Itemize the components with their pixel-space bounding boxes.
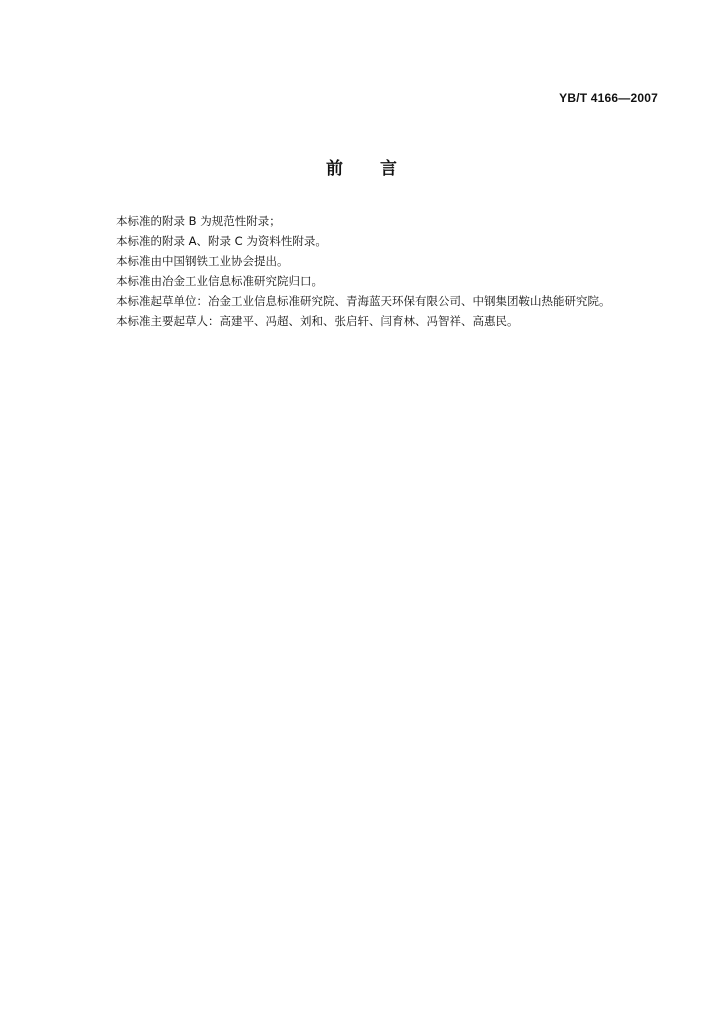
- foreword-line-drafters: 本标准主要起草人：高建平、冯超、刘和、张启轩、闫育林、冯智祥、高惠民。: [116, 314, 519, 328]
- page-title: [0, 154, 724, 179]
- title-part-1: 前: [326, 159, 344, 179]
- foreword-line-centralized: 本标准由冶金工业信息标准研究院归口。: [116, 274, 323, 288]
- foreword-line-annex-ac: 本标准的附录 A、附录 C 为资料性附录。: [116, 234, 327, 248]
- foreword-line-drafting-units: 本标准起草单位：冶金工业信息标准研究院、青海蓝天环保有限公司、中钢集团鞍山热能研究院。: [116, 294, 611, 308]
- title-part-2: 言: [380, 159, 398, 179]
- standard-number: YB/T 4166—2007: [559, 91, 658, 105]
- foreword-body: [116, 211, 676, 331]
- foreword-line-annex-b: 本标准的附录 B 为规范性附录；: [116, 214, 281, 228]
- foreword-line-proposer: 本标准由中国钢铁工业协会提出。: [116, 254, 289, 268]
